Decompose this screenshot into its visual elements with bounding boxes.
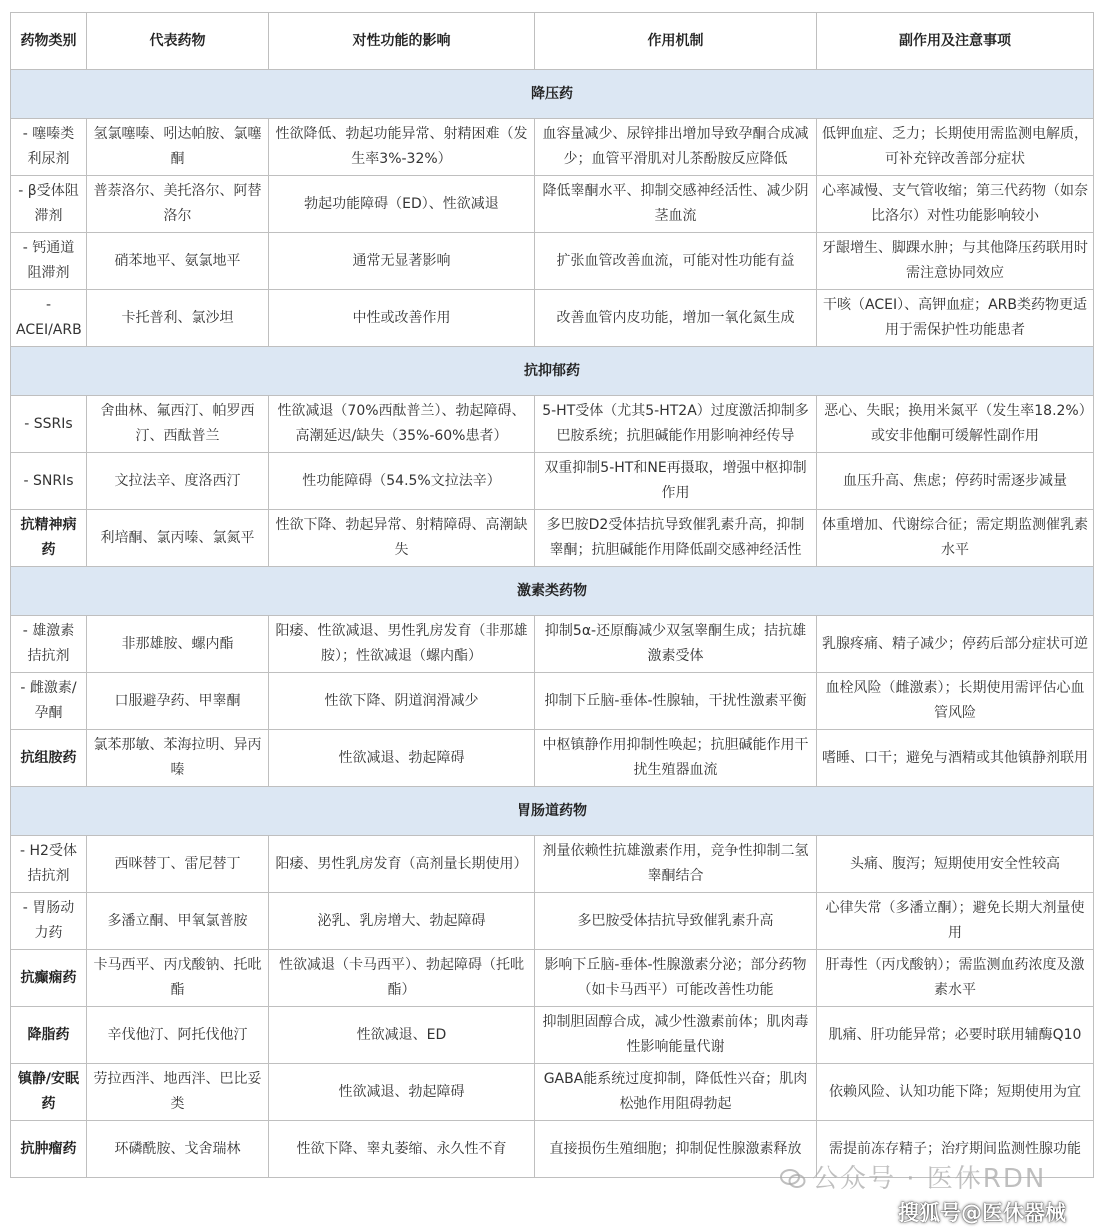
representative-drugs-cell: 舍曲林、氟西汀、帕罗西汀、西酞普兰 [87,396,269,453]
drug-category-cell: - 钙通道阻滞剂 [11,233,87,290]
side-effects-cell: 肝毒性（丙戊酸钠）；需监测血药浓度及激素水平 [817,950,1094,1007]
representative-drugs-cell: 普萘洛尔、美托洛尔、阿替洛尔 [87,176,269,233]
side-effects-cell: 乳腺疼痛、精子减少；停药后部分症状可逆 [817,616,1094,673]
side-effects-cell: 需提前冻存精子；治疗期间监测性腺功能 [817,1121,1094,1178]
header-sexual-function-effect: 对性功能的影响 [269,13,535,70]
representative-drugs-cell: 硝苯地平、氨氯地平 [87,233,269,290]
drug-category-cell: - 噻嗪类利尿剂 [11,119,87,176]
sexual-function-effect-cell: 泌乳、乳房增大、勃起障碍 [269,893,535,950]
wechat-watermark [780,1158,1046,1195]
drug-category-cell: - H2受体拮抗剂 [11,836,87,893]
representative-drugs-cell: 辛伐他汀、阿托伐他汀 [87,1007,269,1064]
drug-category-cell: 抗组胺药 [11,730,87,787]
table-row [11,616,1094,673]
section-row [11,567,1094,616]
side-effects-cell: 低钾血症、乏力；长期使用需监测电解质，可补充锌改善部分症状 [817,119,1094,176]
table-row [11,290,1094,347]
sexual-function-effect-cell: 阳痿、男性乳房发育（高剂量长期使用） [269,836,535,893]
sexual-function-effect-cell: 通常无显著影响 [269,233,535,290]
side-effects-cell: 依赖风险、认知功能下降；短期使用为宜 [817,1064,1094,1121]
mechanism-cell: 抑制下丘脑-垂体-性腺轴，干扰性激素平衡 [535,673,817,730]
side-effects-cell: 血压升高、焦虑；停药时需逐步减量 [817,453,1094,510]
mechanism-cell: 双重抑制5-HT和NE再摄取，增强中枢抑制作用 [535,453,817,510]
sexual-function-effect-cell: 性欲下降、睾丸萎缩、永久性不育 [269,1121,535,1178]
side-effects-cell: 牙龈增生、脚踝水肿；与其他降压药联用时需注意协同效应 [817,233,1094,290]
mechanism-cell: 抑制5α-还原酶减少双氢睾酮生成；拮抗雄激素受体 [535,616,817,673]
table-row [11,730,1094,787]
table-header-row [11,13,1094,70]
mechanism-cell: 剂量依赖性抗雄激素作用，竞争性抑制二氢睾酮结合 [535,836,817,893]
section-title: 降压药 [11,70,1094,119]
representative-drugs-cell: 西咪替丁、雷尼替丁 [87,836,269,893]
drug-category-cell: 降脂药 [11,1007,87,1064]
drug-category-cell: 镇静/安眠药 [11,1064,87,1121]
sohu-footer-mark: 搜狐号@医休器械 [898,1201,1066,1225]
mechanism-cell: 多巴胺受体拮抗导致催乳素升高 [535,893,817,950]
drug-category-cell: - 胃肠动力药 [11,893,87,950]
side-effects-cell: 头痛、腹泻；短期使用安全性较高 [817,836,1094,893]
section-row [11,347,1094,396]
table-row [11,453,1094,510]
sexual-function-effect-cell: 勃起功能障碍（ED）、性欲减退 [269,176,535,233]
table-row [11,1064,1094,1121]
mechanism-cell: 降低睾酮水平、抑制交感神经活性、减少阴茎血流 [535,176,817,233]
table-row [11,893,1094,950]
drug-category-cell: - 雌激素/孕酮 [11,673,87,730]
sexual-function-effect-cell: 性欲减退、勃起障碍 [269,730,535,787]
header-representative-drugs: 代表药物 [87,13,269,70]
header-side-effects: 副作用及注意事项 [817,13,1094,70]
watermark-text: 公众号 · 医休RDN [812,1164,1047,1194]
side-effects-cell: 恶心、失眠；换用米氮平（发生率18.2%）或安非他酮可缓解性副作用 [817,396,1094,453]
side-effects-cell: 干咳（ACEI）、高钾血症；ARB类药物更适用于需保护性功能患者 [817,290,1094,347]
representative-drugs-cell: 文拉法辛、度洛西汀 [87,453,269,510]
drug-category-cell: - β受体阻滞剂 [11,176,87,233]
drug-category-cell: - 雄激素拮抗剂 [11,616,87,673]
sexual-function-effect-cell: 性功能障碍（54.5%文拉法辛） [269,453,535,510]
section-title: 抗抑郁药 [11,347,1094,396]
section-row [11,70,1094,119]
sexual-function-effect-cell: 性欲下降、阴道润滑减少 [269,673,535,730]
sexual-function-effect-cell: 性欲减退（卡马西平）、勃起障碍（托吡酯） [269,950,535,1007]
side-effects-cell: 嗜睡、口干；避免与酒精或其他镇静剂联用 [817,730,1094,787]
side-effects-cell: 体重增加、代谢综合征；需定期监测催乳素水平 [817,510,1094,567]
representative-drugs-cell: 氯苯那敏、苯海拉明、异丙嗪 [87,730,269,787]
representative-drugs-cell: 卡马西平、丙戊酸钠、托吡酯 [87,950,269,1007]
table-row [11,233,1094,290]
drug-category-cell: 抗肿瘤药 [11,1121,87,1178]
representative-drugs-cell: 非那雄胺、螺内酯 [87,616,269,673]
side-effects-cell: 心率减慢、支气管收缩；第三代药物（如奈比洛尔）对性功能影响较小 [817,176,1094,233]
header-drug-category: 药物类别 [11,13,87,70]
drug-category-cell: - SNRIs [11,453,87,510]
representative-drugs-cell: 卡托普利、氯沙坦 [87,290,269,347]
table-row [11,950,1094,1007]
sexual-function-effect-cell: 阳痿、性欲减退、男性乳房发育（非那雄胺）；性欲减退（螺内酯） [269,616,535,673]
sexual-function-effect-cell: 性欲减退、勃起障碍 [269,1064,535,1121]
representative-drugs-cell: 利培酮、氯丙嗪、氯氮平 [87,510,269,567]
mechanism-cell: 影响下丘脑-垂体-性腺激素分泌；部分药物（如卡马西平）可能改善性功能 [535,950,817,1007]
drug-category-cell: 抗精神病药 [11,510,87,567]
drug-category-cell: - SSRIs [11,396,87,453]
table-row [11,1007,1094,1064]
mechanism-cell: GABA能系统过度抑制，降低性兴奋；肌肉松弛作用阻碍勃起 [535,1064,817,1121]
drug-category-cell: - ACEI/ARB [11,290,87,347]
section-title: 胃肠道药物 [11,787,1094,836]
section-title: 激素类药物 [11,567,1094,616]
table-body [11,70,1094,1178]
drug-category-cell: 抗癫痫药 [11,950,87,1007]
representative-drugs-cell: 劳拉西泮、地西泮、巴比妥类 [87,1064,269,1121]
mechanism-cell: 中枢镇静作用抑制性唤起；抗胆碱能作用干扰生殖器血流 [535,730,817,787]
table-row [11,176,1094,233]
mechanism-cell: 改善血管内皮功能，增加一氧化氮生成 [535,290,817,347]
side-effects-cell: 血栓风险（雌激素）；长期使用需评估心血管风险 [817,673,1094,730]
side-effects-cell: 肌痛、肝功能异常；必要时联用辅酶Q10 [817,1007,1094,1064]
table-row [11,673,1094,730]
sexual-function-effect-cell: 性欲下降、勃起异常、射精障碍、高潮缺失 [269,510,535,567]
table-row [11,836,1094,893]
table-row [11,510,1094,567]
mechanism-cell: 扩张血管改善血流，可能对性功能有益 [535,233,817,290]
sexual-function-effect-cell: 性欲减退（70%西酞普兰）、勃起障碍、高潮延迟/缺失（35%-60%患者） [269,396,535,453]
representative-drugs-cell: 口服避孕药、甲睾酮 [87,673,269,730]
table-row [11,119,1094,176]
mechanism-cell: 抑制胆固醇合成，减少性激素前体；肌肉毒性影响能量代谢 [535,1007,817,1064]
header-mechanism: 作用机制 [535,13,817,70]
side-effects-cell: 心律失常（多潘立酮）；避免长期大剂量使用 [817,893,1094,950]
representative-drugs-cell: 环磷酰胺、戈舍瑞林 [87,1121,269,1178]
table-row [11,396,1094,453]
representative-drugs-cell: 氢氯噻嗪、吲达帕胺、氯噻酮 [87,119,269,176]
sexual-function-effect-cell: 性欲减退、ED [269,1007,535,1064]
wechat-icon [780,1169,806,1189]
sexual-function-effect-cell: 性欲降低、勃起功能异常、射精困难（发生率3%-32%） [269,119,535,176]
mechanism-cell: 5-HT受体（尤其5-HT2A）过度激活抑制多巴胺系统；抗胆碱能作用影响神经传导 [535,396,817,453]
mechanism-cell: 直接损伤生殖细胞；抑制促性腺激素释放 [535,1121,817,1178]
mechanism-cell: 血容量减少、尿锌排出增加导致孕酮合成减少；血管平滑肌对儿茶酚胺反应降低 [535,119,817,176]
sexual-function-effect-cell: 中性或改善作用 [269,290,535,347]
representative-drugs-cell: 多潘立酮、甲氧氯普胺 [87,893,269,950]
mechanism-cell: 多巴胺D2受体拮抗导致催乳素升高，抑制睾酮；抗胆碱能作用降低副交感神经活性 [535,510,817,567]
drug-sexual-function-table [10,12,1094,1178]
section-row [11,787,1094,836]
